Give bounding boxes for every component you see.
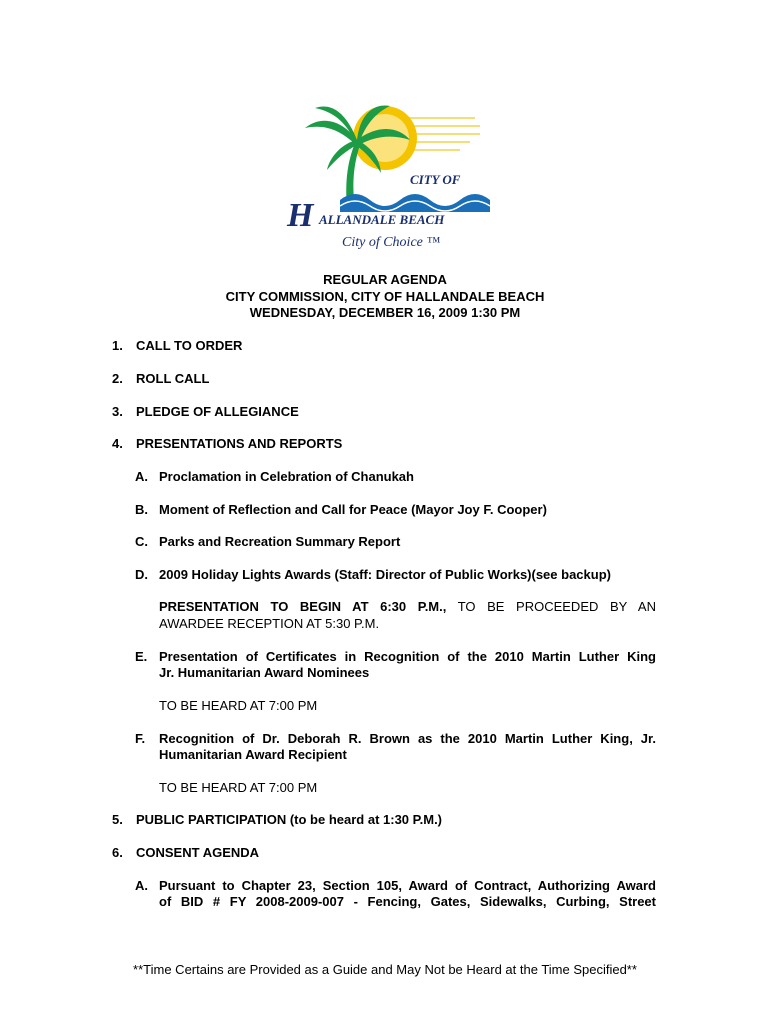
- subitem-text-mlk-certificates-line2: Jr. Humanitarian Award Nominees: [159, 665, 370, 680]
- header-commission: CITY COMMISSION, CITY OF HALLANDALE BEACH: [225, 288, 545, 304]
- logo-city-of-text: CITY OF: [410, 172, 461, 187]
- item-title-call-to-order: CALL TO ORDER: [136, 338, 243, 353]
- item-number: 2.: [112, 371, 123, 386]
- holiday-lights-note-line2: AWARDEE RECEPTION AT 5:30 P.M.: [159, 616, 380, 631]
- item-title-public-participation: PUBLIC PARTICIPATION (to be heard at 1:30 P.M.): [136, 812, 443, 827]
- subitem-letter: A.: [135, 469, 148, 484]
- header-title: REGULAR AGENDA: [323, 272, 447, 287]
- subitem-letter: E.: [135, 649, 148, 664]
- subitem-text-holiday-lights: 2009 Holiday Lights Awards (Staff: Director of Public Works)(see backup): [159, 567, 611, 582]
- subitem-text-bid-award-line1: Pursuant to Chapter 23, Section 105, Award of Contract, Authorizing Award: [159, 878, 656, 893]
- palm-sun-logo-graphic: [285, 88, 490, 258]
- subitem-letter: C.: [135, 534, 148, 549]
- item-title-roll-call: ROLL CALL: [136, 371, 210, 386]
- note-presentation-start: PRESENTATION TO BEGIN AT 6:30 P.M.,: [159, 599, 447, 614]
- agenda-header: [0, 272, 770, 322]
- subitem-text-parks-report: Parks and Recreation Summary Report: [159, 534, 401, 549]
- item-title-presentations: PRESENTATIONS AND REPORTS: [136, 436, 343, 451]
- logo-initial-text: H: [287, 197, 314, 234]
- subitem-text-mlk-recipient-line2: Humanitarian Award Recipient: [159, 747, 347, 762]
- subitem-text-reflection: Moment of Reflection and Call for Peace (Mayor Joy F. Cooper): [159, 502, 547, 517]
- subitem-letter: F.: [135, 731, 146, 746]
- subitem-text-mlk-certificates-line1: Presentation of Certificates in Recognition of the 2010 Martin Luther King: [159, 649, 656, 664]
- item-number: 6.: [112, 845, 123, 860]
- header-date: WEDNESDAY, DECEMBER 16, 2009 1:30 PM: [249, 305, 521, 320]
- subitem-letter: B.: [135, 502, 148, 517]
- subitem-text-mlk-recipient-line1: Recognition of Dr. Deborah R. Brown as the 2010 Martin Luther King, Jr.: [159, 731, 656, 746]
- holiday-lights-note-line1: [159, 599, 656, 616]
- logo-name-text: ALLANDALE BEACH: [319, 212, 445, 227]
- subitem-text-chanukah: Proclamation in Celebration of Chanukah: [159, 469, 414, 484]
- logo-tagline-text: City of Choice ™: [342, 235, 441, 250]
- item-number: 4.: [112, 436, 123, 451]
- heard-at-note: TO BE HEARD AT 7:00 PM: [159, 780, 318, 795]
- city-logo: [285, 88, 490, 258]
- subitem-letter: A.: [135, 878, 148, 893]
- item-number: 1.: [112, 338, 123, 353]
- note-proceeded-by: TO BE PROCEEDED BY AN: [457, 599, 656, 614]
- item-title-consent-agenda: CONSENT AGENDA: [136, 845, 260, 860]
- subitem-letter: D.: [135, 567, 148, 582]
- subitem-text-bid-award-line2: of BID # FY 2008-2009-007 - Fencing, Gates, Sidewalks, Curbing, Street: [159, 894, 656, 909]
- page-footer-note: **Time Certains are Provided as a Guide and May Not be Heard at the Time Specified**: [133, 962, 637, 977]
- item-number: 5.: [112, 812, 123, 827]
- item-number: 3.: [112, 404, 123, 419]
- heard-at-note: TO BE HEARD AT 7:00 PM: [159, 698, 318, 713]
- item-title-pledge: PLEDGE OF ALLEGIANCE: [136, 404, 299, 419]
